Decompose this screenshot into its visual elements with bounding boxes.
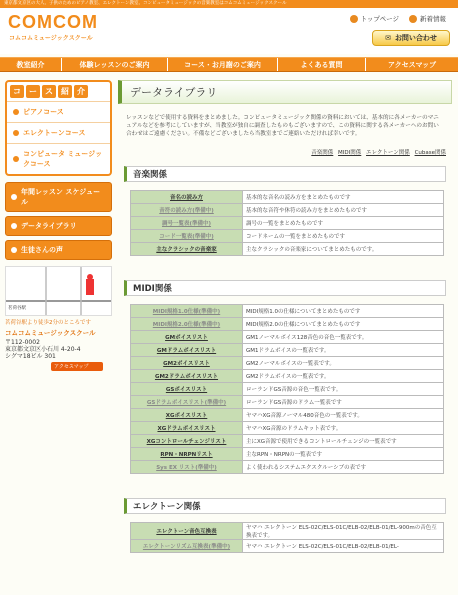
news-icon xyxy=(409,15,417,23)
logo[interactable]: COMCOM xyxy=(8,12,98,32)
schedule-label: 年間レッスン スケジュール xyxy=(21,188,101,206)
table-row xyxy=(131,409,444,422)
library-description: ヤマハ エレクトーン ELS-02C/ELS-01C/ELB-02/ELB-01/EL-900mの音色互換表です。 xyxy=(243,523,444,540)
header-links xyxy=(350,14,446,23)
bullet-icon xyxy=(13,109,19,115)
main-content xyxy=(118,80,452,595)
library-link[interactable]: エレクトーン音色互換表 xyxy=(131,523,243,540)
library-description: ヤマハXG音源のドラムキット表です。 xyxy=(243,422,444,435)
library-description: ヤマハXG音源ノーマル480音色の一覧表です。 xyxy=(243,409,444,422)
nav-item[interactable]: 教室紹介 xyxy=(0,58,62,71)
news-label: 新着情報 xyxy=(420,15,446,23)
top-page-label: トップページ xyxy=(360,15,399,23)
table-row xyxy=(131,191,444,204)
address-line: シグマ18ビル 301 xyxy=(5,353,56,360)
library-description: ローランドGS音源のドラム一覧表です xyxy=(243,396,444,409)
arrow-icon xyxy=(11,223,17,229)
nav-item[interactable]: 体験レッスンのご案内 xyxy=(62,58,168,71)
course-box xyxy=(5,80,112,176)
course-title-char: 介 xyxy=(74,85,88,98)
access-map-button[interactable]: アクセスマップ xyxy=(51,362,103,371)
course-title xyxy=(7,82,110,101)
library-description: 主なRPN・NRPNの一覧表です xyxy=(243,448,444,461)
voices-button[interactable] xyxy=(5,240,112,260)
library-description: 調号の一覧をまとめたものです xyxy=(243,217,444,230)
library-link[interactable]: 音名の読み方 xyxy=(131,191,243,204)
logo-subtitle: コムコムミュージックスクール xyxy=(9,35,93,42)
table-row xyxy=(131,435,444,448)
nav-item[interactable]: コース・お月謝のご案内 xyxy=(168,58,278,71)
anchor-link[interactable]: 音楽関係 xyxy=(311,150,334,156)
course-title-char: ー xyxy=(26,85,40,98)
library-table xyxy=(130,190,444,256)
contact-button[interactable] xyxy=(372,30,450,46)
schedule-button[interactable] xyxy=(5,182,112,212)
anchor-link[interactable]: Cubase関係 xyxy=(414,150,446,156)
course-piano[interactable] xyxy=(7,101,110,122)
library-description: GM1ドラムボイスの一覧表です。 xyxy=(243,344,444,357)
library-link: エレクトーンリズム互換表(準備中) xyxy=(131,540,243,553)
mail-icon: ✉ xyxy=(385,34,391,42)
library-table xyxy=(130,522,444,553)
library-description: 主なクラシックの音楽家についてまとめたものです。 xyxy=(243,243,444,256)
course-computer-music[interactable] xyxy=(7,143,110,174)
section-spacer xyxy=(118,553,452,567)
intro-text: レッスンなどで使用する資料をまとめました。コンピュータミュージック関係の資料においては、基本的に各メーカーのマニュアルなどを参考にしていますが、当教室が独自に調査したものもございますので、この資料に関する各メーカーへのお問い合わせはご遠慮ください。不備などございましたら当教室までご連絡いただければ幸いです。 xyxy=(126,115,439,137)
anchor-link[interactable]: エレクトーン関係 xyxy=(366,150,410,156)
nav-item[interactable]: アクセスマップ xyxy=(387,60,437,69)
library-link: 調号一覧表(準備中) xyxy=(131,217,243,230)
home-icon xyxy=(350,15,358,23)
contact-label: お問い合わせ xyxy=(394,34,437,42)
library-description: 基本的な音符や休符の読み方をまとめたものです xyxy=(243,204,444,217)
table-row xyxy=(131,305,444,318)
library-link[interactable]: RPN・NRPNリスト xyxy=(131,448,243,461)
nav-item[interactable]: よくある質問 xyxy=(278,58,366,71)
section-heading: 音楽関係 xyxy=(124,166,446,182)
table-row xyxy=(131,461,444,474)
course-label: ピアノコース xyxy=(23,108,64,116)
library-description: GM2ノーマルボイスの一覧表です。 xyxy=(243,357,444,370)
library-description: よく使われるシステムエクスクルーシブの表です xyxy=(243,461,444,474)
global-nav xyxy=(0,57,458,72)
library-link[interactable]: GMボイスリスト xyxy=(131,331,243,344)
data-library-button[interactable] xyxy=(5,216,112,236)
library-description: ローランドGS音源の音色一覧表です。 xyxy=(243,383,444,396)
table-row xyxy=(131,217,444,230)
library-link[interactable]: GMドラムボイスリスト xyxy=(131,344,243,357)
table-row xyxy=(131,523,444,540)
library-link[interactable]: XGコントロールチェンジリスト xyxy=(131,435,243,448)
library-link: GSドラムボイスリスト(準備中) xyxy=(131,396,243,409)
bullet-icon xyxy=(13,156,19,162)
section-spacer xyxy=(118,474,452,488)
table-row xyxy=(131,230,444,243)
library-link: 音符の読み方(準備中) xyxy=(131,204,243,217)
table-row xyxy=(131,448,444,461)
anchor-links xyxy=(124,148,446,156)
voices-label: 生徒さんの声 xyxy=(21,246,63,254)
library-description: 基本的な音名の読み方をまとめたものです xyxy=(243,191,444,204)
section-heading: MIDI関係 xyxy=(124,280,446,296)
sections xyxy=(118,166,452,567)
top-tagline: 東京都文京区の大人、子供のためのピアノ教室、エレクトーン教室、コンピュータミュージックの音楽教室はコムコムミュージックスクール xyxy=(0,0,458,8)
table-row xyxy=(131,243,444,256)
table-row xyxy=(131,318,444,331)
library-link: MIDI規格1.0仕様(準備中) xyxy=(131,305,243,318)
course-title-char: ス xyxy=(42,85,56,98)
header xyxy=(0,8,458,54)
library-description: 主にXG音源で使用できるコントロールチェンジの一覧表です xyxy=(243,435,444,448)
course-title-char: 紹 xyxy=(58,85,72,98)
table-row xyxy=(131,204,444,217)
library-description: ヤマハ エレクトーン ELS-02C/ELS-01C/ELB-02/ELB-01/EL- xyxy=(243,540,444,553)
news-link[interactable] xyxy=(409,14,446,23)
school-name: コムコムミュージックスクール xyxy=(5,329,96,337)
section-heading: エレクトーン関係 xyxy=(124,498,446,514)
library-link[interactable]: XGドラムボイスリスト xyxy=(131,422,243,435)
course-title-char: コ xyxy=(10,85,24,98)
table-row xyxy=(131,540,444,553)
library-description: GM2ドラムボイスの一覧表です。 xyxy=(243,370,444,383)
library-link: コード一覧表(準備中) xyxy=(131,230,243,243)
arrow-icon xyxy=(11,194,17,200)
table-row xyxy=(131,396,444,409)
top-page-link[interactable] xyxy=(350,14,399,23)
address xyxy=(5,339,112,360)
library-description: GM1ノーマルボイス128音色の音色一覧表です。 xyxy=(243,331,444,344)
table-row xyxy=(131,331,444,344)
page-title: データライブラリ xyxy=(118,80,452,104)
course-label: エレクトーンコース xyxy=(23,129,86,137)
library-link[interactable]: 主なクラシックの音楽家 xyxy=(131,243,243,256)
table-row xyxy=(131,357,444,370)
library-description: MIDI規格1.0の仕様についてまとめたものです xyxy=(243,305,444,318)
library-link[interactable]: GSボイスリスト xyxy=(131,383,243,396)
mini-map[interactable] xyxy=(5,266,112,316)
library-link: MIDI規格2.0仕様(準備中) xyxy=(131,318,243,331)
table-row xyxy=(131,422,444,435)
course-electone[interactable] xyxy=(7,122,110,143)
arrow-icon xyxy=(11,247,17,253)
anchor-link[interactable]: MIDI関係 xyxy=(338,150,362,156)
library-link[interactable]: GM2ボイスリスト xyxy=(131,357,243,370)
library-link: Sys EX リスト(準備中) xyxy=(131,461,243,474)
library-description: コードネームの一覧をまとめたものです xyxy=(243,230,444,243)
map-station-label: 茗荷谷駅 xyxy=(8,306,26,311)
table-row xyxy=(131,344,444,357)
section-spacer xyxy=(118,256,452,270)
bullet-icon xyxy=(13,130,19,136)
data-library-label: データライブラリ xyxy=(21,222,77,230)
table-row xyxy=(131,383,444,396)
library-description: MIDI規格2.0の仕様についてまとめたものです xyxy=(243,318,444,331)
table-row xyxy=(131,370,444,383)
access-text: 茗荷谷駅より徒歩2分のところです xyxy=(5,320,91,326)
library-link[interactable]: XGボイスリスト xyxy=(131,409,243,422)
zip: 〒112-0002 xyxy=(5,339,40,346)
library-table xyxy=(130,304,444,474)
address-line: 東京都文京区小石川 4-20-4 xyxy=(5,346,81,353)
course-label: コンピュータ ミュージックコース xyxy=(23,150,103,168)
sidebar xyxy=(5,80,112,371)
library-link[interactable]: GM2ドラムボイスリスト xyxy=(131,370,243,383)
